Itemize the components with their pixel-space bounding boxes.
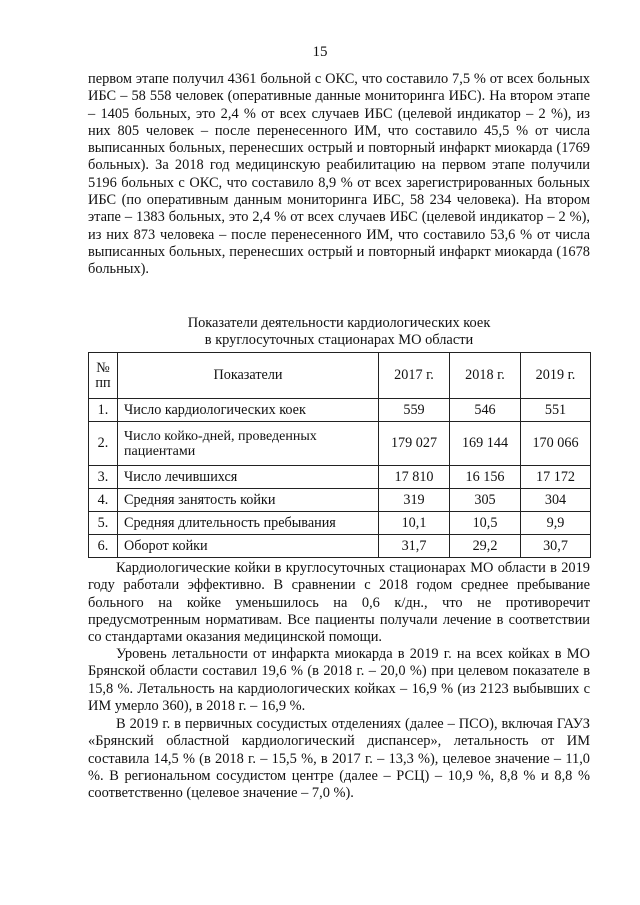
row-value-2018: 305: [450, 489, 521, 512]
table-header-row: [89, 353, 591, 399]
row-value-2019: 9,9: [521, 512, 591, 535]
table-row: [89, 466, 591, 489]
row-number: 1.: [89, 399, 118, 422]
header-number: [89, 353, 118, 399]
row-indicator: Средняя занятость койки: [118, 489, 379, 512]
row-value-2018: 29,2: [450, 535, 521, 558]
paragraph-mortality-rate: Уровень летальности от инфаркта миокарда в 2019 г. на всех койках в МО Брянской области составил 19,6 % (в 2018 г. – 20,0 %) при целевом показателе в 15,8 %. Летальность на кардиологических койках – 16,9 % (из 2123 выбывших с ИМ умерло 360), в 2018 г. – 16,9 %.: [88, 646, 590, 714]
table-caption: [88, 315, 590, 349]
row-value-2017: 31,7: [379, 535, 450, 558]
row-value-2017: 10,1: [379, 512, 450, 535]
table-caption-line-2: в круглосуточных стационарах МО области: [204, 332, 474, 348]
row-number: 6.: [89, 535, 118, 558]
row-value-2018: 169 144: [450, 422, 521, 466]
paragraph-bed-efficiency: Кардиологические койки в круглосуточных стационарах МО области в 2019 году работали эффективно. В сравнении с 2018 годом среднее пребывание больного на койке уменьшилось на 0,6 к/дн., что не противоречит предусмотренным нормативам. Все пациенты получали лечение в соответствии со стандартами оказания медицинской помощи.: [88, 560, 590, 646]
table-row: [89, 422, 591, 466]
table-row: [89, 512, 591, 535]
paragraph-pso-mortality: В 2019 г. в первичных сосудистых отделениях (далее – ПСО), включая ГАУЗ «Брянский областной кардиологический диспансер», летальность от ИМ составила 14,5 % (в 2018 г. – 15,5 %, в 2017 г. – 13,3 %), целевое значение – 11,0 %. В региональном сосудистом центре (далее – РСЦ) – 10,9 %, 8,8 % и 8,8 % соответственно (целевое значение – 7,0 %).: [88, 716, 590, 802]
row-indicator: Оборот койки: [118, 535, 379, 558]
header-number-line-1: №: [96, 359, 110, 376]
row-value-2018: 10,5: [450, 512, 521, 535]
row-number: 3.: [89, 466, 118, 489]
row-number: 2.: [89, 422, 118, 466]
cardiology-beds-table: [88, 352, 591, 558]
row-indicator: Число кардиологических коек: [118, 399, 379, 422]
table-caption-line-1: Показатели деятельности кардиологических коек: [187, 315, 491, 331]
header-2017: 2017 г.: [379, 353, 450, 399]
header-2018: 2018 г.: [450, 353, 521, 399]
row-value-2017: 17 810: [379, 466, 450, 489]
row-number: 5.: [89, 512, 118, 535]
paragraph-rehabilitation: первом этапе получил 4361 больной с ОКС, что составило 7,5 % от всех больных ИБС – 58 558 человек (оперативные данные мониторинга ИБС). На втором этапе – 1405 больных, это 2,4 % от всех случаев ИБС (целевой индикатор – 2 %), из них 805 человек – после перенесенного ИМ, что составило 45,5 % от числа выписанных больных, перенесших острый и повторный инфаркт миокарда (1769 больных). За 2018 год медицинскую реабилитацию на первом этапе получили 5196 больных с ОКС, что составило 8,9 % от всех зарегистрированных больных ИБС (по оперативным данным мониторинга ИБС, 58 234 человека). На втором этапе – 1383 больных, это 2,4 % от всех случаев ИБС (целевой индикатор – 2 %), из них 873 человека – после перенесенного ИМ, что составило 53,6 % от числа выписанных больных, перенесших острый и повторный инфаркт миокарда (1678 больных).: [88, 71, 590, 278]
header-indicator: Показатели: [118, 353, 379, 399]
row-value-2018: 546: [450, 399, 521, 422]
row-number: 4.: [89, 489, 118, 512]
row-value-2019: 170 066: [521, 422, 591, 466]
row-value-2017: 179 027: [379, 422, 450, 466]
table-row: [89, 535, 591, 558]
row-value-2018: 16 156: [450, 466, 521, 489]
header-2019: 2019 г.: [521, 353, 591, 399]
row-indicator: Число лечившихся: [118, 466, 379, 489]
row-value-2017: 559: [379, 399, 450, 422]
row-value-2019: 551: [521, 399, 591, 422]
row-value-2019: 30,7: [521, 535, 591, 558]
table-row: [89, 399, 591, 422]
page-number: 15: [312, 44, 328, 60]
row-value-2017: 319: [379, 489, 450, 512]
row-value-2019: 304: [521, 489, 591, 512]
row-value-2019: 17 172: [521, 466, 591, 489]
row-indicator: Число койко-дней, проведенных пациентами: [118, 422, 379, 466]
table-row: [89, 489, 591, 512]
header-number-line-2: пп: [95, 374, 111, 391]
row-indicator: Средняя длительность пребывания: [118, 512, 379, 535]
